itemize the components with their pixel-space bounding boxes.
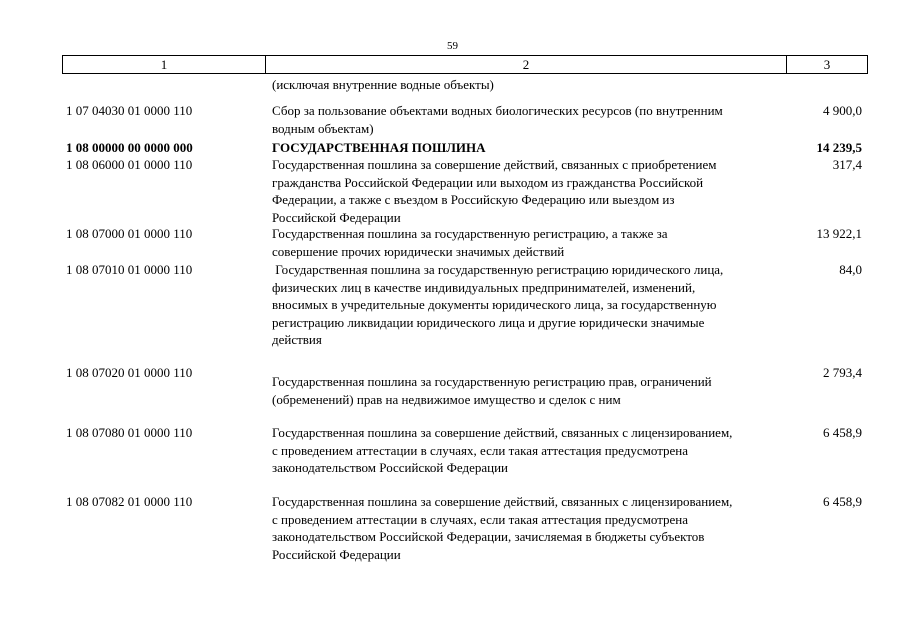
row-code: 1 08 07020 01 0000 110 [66, 365, 193, 380]
table-header [62, 55, 868, 74]
row-code: 1 08 07082 01 0000 110 [66, 494, 193, 509]
row-amount: 4 900,0 [823, 103, 862, 118]
header-col-3: 3 [823, 57, 831, 72]
row-amount: 2 793,4 [823, 365, 862, 380]
row-name: (исключая внутренние водные объекты) [272, 77, 494, 92]
page-number: 59 [447, 40, 458, 52]
row-code: 1 08 00000 00 0000 000 [66, 140, 193, 155]
row-name: Государственная пошлина за совершение действий, связанных с лицензированием, с проведением аттестации в случаях, если такая аттестация предусмотрена законодательством Российской Федерации [272, 425, 733, 476]
row-code: 1 08 06000 01 0000 110 [66, 157, 193, 172]
row-amount: 13 922,1 [816, 226, 862, 241]
row-code: 1 08 07080 01 0000 110 [66, 425, 193, 440]
row-name: Государственная пошлина за государственную регистрацию юридического лица, физических лиц в качестве индивидуальных предпринимателей, изменений, вносимых в учредительные документы юридического лица, за государственную регистрацию ликвидации юридического лица и другие юридически значимые действия [272, 262, 727, 348]
row-amount: 14 239,5 [816, 140, 862, 155]
row-name: Государственная пошлина за совершение действий, связанных с лицензированием, с проведением аттестации в случаях, если такая аттестация предусмотрена законодательством Российской Федерации, зачисляемая в бюджеты субъектов Российской Федерации [272, 494, 733, 562]
row-code: 1 08 07010 01 0000 110 [66, 262, 193, 277]
row-name: Государственная пошлина за государственную регистрацию прав, ограничений (обременений) прав на недвижимое имущество и сделок с ним [272, 374, 712, 407]
header-col-2: 2 [266, 56, 787, 73]
row-amount: 84,0 [839, 262, 862, 277]
header-col-1: 1 [63, 56, 266, 73]
row-code: 1 07 04030 01 0000 110 [66, 103, 193, 118]
row-amount: 317,4 [832, 157, 862, 172]
row-amount: 6 458,9 [823, 425, 862, 440]
row-code: 1 08 07000 01 0000 110 [66, 226, 193, 241]
row-name: ГОСУДАРСТВЕННАЯ ПОШЛИНА [272, 140, 486, 155]
row-name: Сбор за пользование объектами водных биологических ресурсов (по внутренним водным объектам) [272, 103, 723, 136]
row-amount: 6 458,9 [823, 494, 862, 509]
row-name: Государственная пошлина за государственную регистрацию, а также за совершение прочих юридически значимых действий [272, 226, 668, 259]
row-name: Государственная пошлина за совершение действий, связанных с приобретением гражданства Российской Федерации или выходом из гражданства Российской Федерации, а также с въездом в Российскую Федерацию или выездом из Российской Федерации [272, 157, 717, 225]
